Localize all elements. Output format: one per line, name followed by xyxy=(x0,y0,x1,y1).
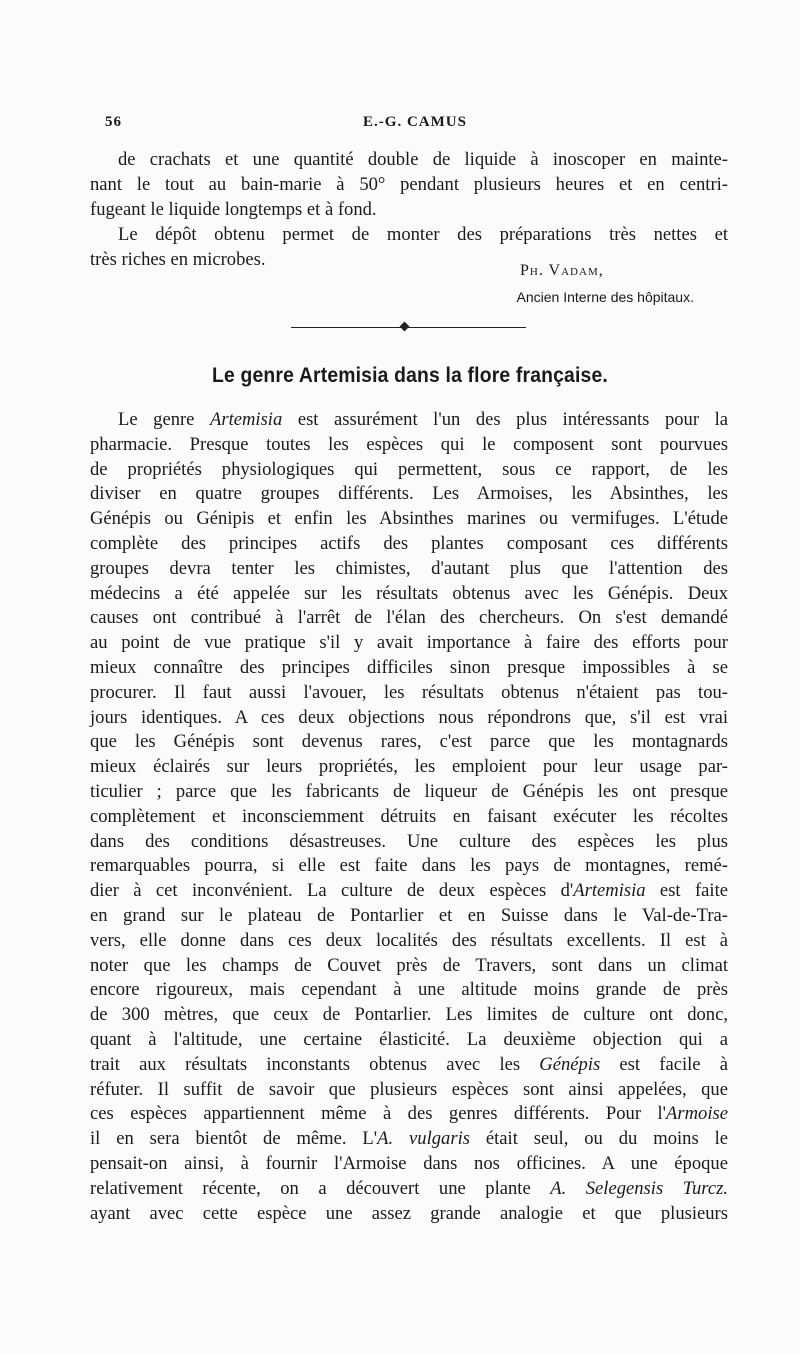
text-line: diviser en quatre groupes différents. Les Armoises, les Absinthes, les xyxy=(90,483,728,505)
text-line: très riches en microbes. xyxy=(90,248,266,270)
intro-paragraph-2 xyxy=(90,223,728,273)
text-line: groupes devra tenter les chimistes, d'autant plus que l'attention des xyxy=(90,557,728,579)
text-line: causes ont contribué à l'arrêt de l'élan des chercheurs. On s'est demandé xyxy=(90,607,728,629)
text-line: vers, elle donne dans ces deux localités des résultats excellents. Il est à xyxy=(90,929,728,951)
text-line: Le dépôt obtenu permet de monter des préparations très nettes et xyxy=(118,224,728,245)
italic-term: A. vulgaris xyxy=(377,1128,470,1150)
text-line: dans des conditions désastreuses. Une culture des espèces les plus xyxy=(90,830,728,852)
italic-term: Artemisia xyxy=(209,409,283,430)
text-line: mieux éclairés sur leurs propriétés, les emploient pour leur usage par- xyxy=(90,756,728,778)
italic-term: Génépis xyxy=(539,1053,601,1075)
author-affiliation: Ancien Interne des hôpitaux. xyxy=(516,289,694,305)
text-line: encore rigoureux, mais cependant à une altitude moins grande de près xyxy=(90,979,728,1001)
text-line: procurer. Il faut aussi l'avouer, les résultats obtenus n'étaient pas tou- xyxy=(90,681,728,703)
text-line: Génépis ou Génipis et enfin les Absinthes marines ou vermifuges. L'étude xyxy=(90,508,728,530)
text-line: médecins a été appelée sur les résultats obtenus avec les Génépis. Deux xyxy=(90,582,728,604)
text-line: il en sera bientôt de même. L'A. vulgaris était seul, ou du moins le xyxy=(90,1128,728,1150)
author-signature: Ph. Vadam, xyxy=(520,262,604,279)
italic-term: Armoise xyxy=(666,1103,728,1125)
intro-paragraph-1 xyxy=(90,148,728,222)
text-line: de crachats et une quantité double de liquide à inoscoper en mainte- xyxy=(118,149,728,170)
text-line: au point de vue pratique s'il y avait importance à faire des efforts pour xyxy=(90,632,728,654)
article-body xyxy=(90,408,728,1226)
text-line: ticulier ; parce que les fabricants de liqueur de Génépis les ont presque xyxy=(90,780,728,802)
text-line: quant à l'altitude, une certaine élasticité. La deuxième objection qui a xyxy=(90,1028,728,1050)
page-number: 56 xyxy=(105,114,122,130)
text-line: complète des principes actifs des plantes composant ces différents xyxy=(90,532,728,554)
text-line: Le genre Artemisia est assurément l'un des plus intéressants pour la xyxy=(118,409,728,430)
italic-term: A. Selegensis Turcz. xyxy=(550,1177,728,1199)
text-line: relativement récente, on a découvert une plante A. Selegensis Turcz. xyxy=(90,1177,728,1199)
text-line: complètement et inconsciemment détruits en faisant exécuter les récoltes xyxy=(90,805,728,827)
text-line: dier à cet inconvénient. La culture de deux espèces d'Artemisia est faite xyxy=(90,880,728,902)
text-line: pharmacie. Presque toutes les espèces qui le composent sont pourvues xyxy=(90,433,728,455)
section-title: Le genre Artemisia dans la flore française. xyxy=(212,364,608,387)
text-line: remarquables pourra, si elle est faite dans les pays de montagnes, remé- xyxy=(90,855,728,877)
text-line: jours identiques. A ces deux objections nous répondrons que, s'il est vrai xyxy=(90,706,728,728)
text-line: fugeant le liquide longtemps et à fond. xyxy=(90,198,377,220)
text-line: noter que les champs de Couvet près de Travers, sont dans un climat xyxy=(90,954,728,976)
page-header xyxy=(105,114,725,136)
text-line: ayant avec cette espèce une assez grande analogie et que plusieurs xyxy=(90,1202,728,1224)
text-line: trait aux résultats inconstants obtenus avec les Génépis est facile à xyxy=(90,1053,728,1075)
text-line: de propriétés physiologiques qui permettent, sous ce rapport, de les xyxy=(90,458,728,480)
text-line: mieux connaître des principes difficiles sinon presque impossibles à se xyxy=(90,656,728,678)
text-line: nant le tout au bain-marie à 50° pendant plusieurs heures et en centri- xyxy=(90,173,728,195)
text-line: pensait-on ainsi, à fournir l'Armoise dans nos officines. A une époque xyxy=(90,1152,728,1174)
text-line: en grand sur le plateau de Pontarlier et en Suisse dans le Val-de-Tra- xyxy=(90,904,728,926)
section-divider xyxy=(291,323,526,333)
text-line: que les Génépis sont devenus rares, c'est parce que les montagnards xyxy=(90,731,728,753)
diamond-ornament-icon xyxy=(400,322,410,332)
italic-term: Artemisia xyxy=(573,880,646,902)
text-line: réfuter. Il suffit de savoir que plusieurs espèces sont ainsi appelées, que xyxy=(90,1078,728,1100)
running-title: E.-G. CAMUS xyxy=(363,114,467,130)
text-line: de 300 mètres, que ceux de Pontarlier. Les limites de culture ont donc, xyxy=(90,1004,728,1026)
text-line: ces espèces appartiennent même à des genres différents. Pour l'Armoise xyxy=(90,1103,728,1125)
